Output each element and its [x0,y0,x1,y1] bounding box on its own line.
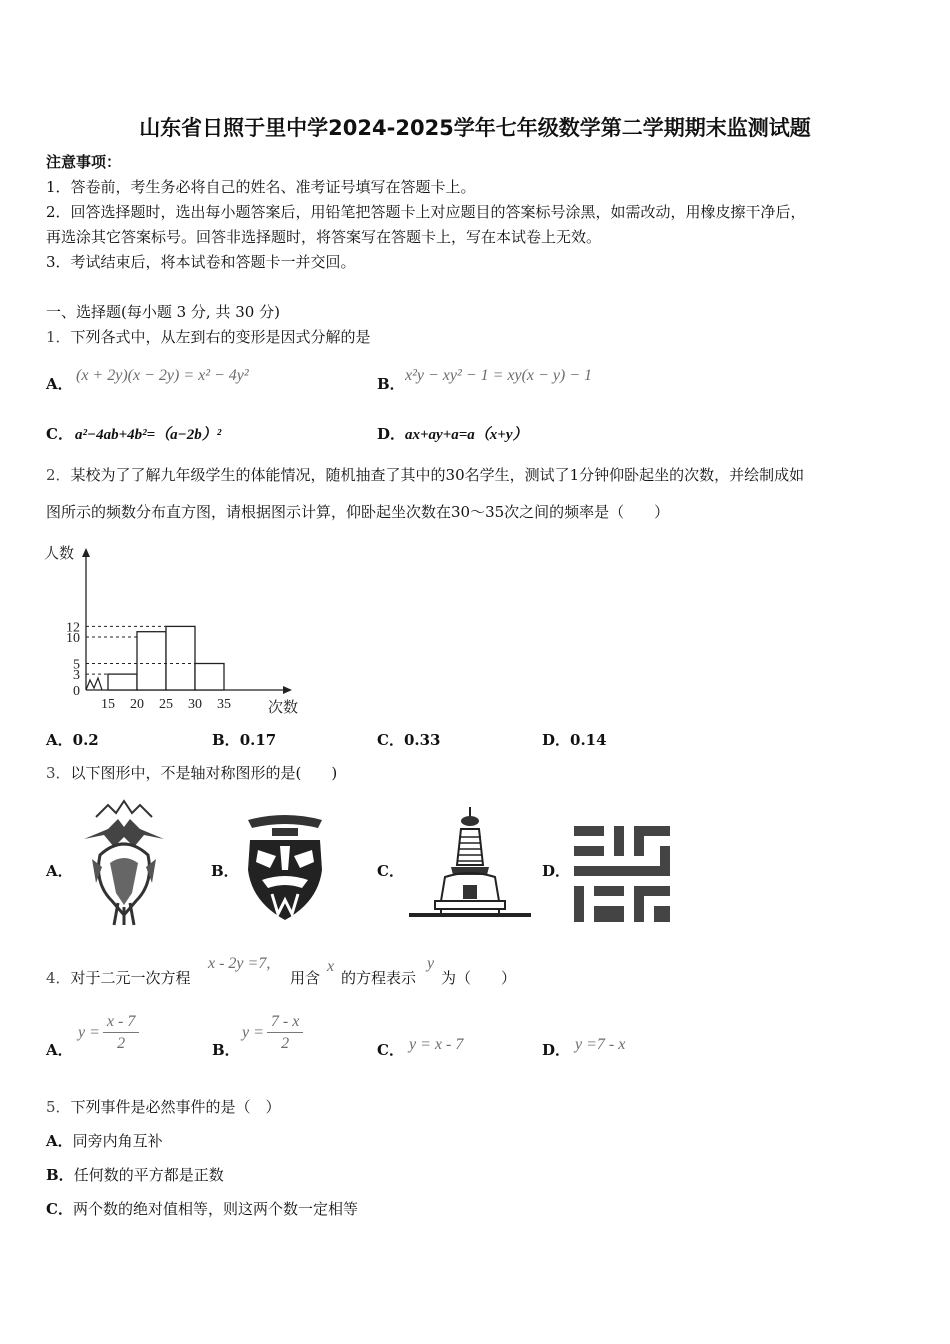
y-tick-label: 5 [73,657,80,673]
q1-option-d-expr: ax+ay+a=a（x+y） [405,427,528,443]
q5-option-b: B．任何数的平方都是正数 [46,1166,224,1184]
question-text: 下列各式中，从左到右的变形是因式分解的是 [70,328,371,346]
notice-item: 再选涂其它答案标号。回答非选择题时，将答案写在答题卡上，写在本试卷上无效。 [46,228,602,246]
q4-var-x: x [327,958,335,975]
question-text: 为（ ） [441,969,517,987]
q1-option-b-label: B． [377,375,405,393]
q1-option-d-label: D． [377,425,406,443]
notice-item: 3．考试结束后，将本试卷和答题卡一并交回。 [46,253,356,271]
question-4-stem [46,968,191,988]
q5-option-c: C．两个数的绝对值相等，则这两个数一定相等 [46,1200,358,1218]
q4-option-a-expr: y = $\frac{x - 7}{2}$ [78,1012,142,1055]
histogram-bar [166,626,195,690]
question-number: 5． [46,1098,71,1116]
q4-option-c-expr: y = x - 7 [409,1036,464,1053]
section-heading: 一、选择题(每小题 3 分, 共 30 分) [46,303,280,321]
notice-item: 2．回答选择题时，选出每小题答案后，用铅笔把答题卡上对应题目的答案标号涂黑，如需改动，用橡皮擦干净后， [46,203,806,221]
q4-var-y: y [427,955,435,972]
q3-option-c-label: C． [377,862,404,880]
q2-option-b: B．0.17 [212,731,277,749]
y-tick-label: 10 [66,631,80,646]
q2-option-d: D．0.14 [542,731,607,749]
x-tick-label: 15 [101,697,115,712]
q4-option-b-label: B． [212,1041,240,1059]
question-number: 2． [46,466,71,484]
y-axis-label: 人数 [44,546,75,562]
question-2-stem-line2: 图所示的频数分布直方图，请根据图示计算，仰卧起坐次数在30～35次之间的频率是（ ） [46,503,670,521]
question-number: 4． [46,969,71,987]
page-title: 山东省日照于里中学2024-2025学年七年级数学第二学期期末监测试题 [139,116,811,140]
q3-option-b-label: B． [211,862,239,880]
y-axis-arrow [82,548,90,557]
question-text: 以下图形中，不是轴对称图形的是( ) [70,764,338,782]
question-text: 对于二元一次方程 [70,969,191,987]
q4-option-b-expr: y = $\frac{7 - x}{2}$ [242,1012,306,1055]
q2-option-c: C．0.33 [377,731,441,749]
question-number: 1． [46,328,71,346]
histogram-bar [195,664,224,691]
question-1-stem [46,327,371,347]
q4-option-d-label: D． [542,1041,571,1059]
q4-option-d-expr: y =7 - x [575,1036,626,1053]
bird-totem-icon [78,797,170,927]
x-tick-label: 35 [217,697,231,712]
q3-option-a-label: A． [46,862,73,880]
histogram-bar [137,632,166,690]
q1-option-c-label: C． [46,425,73,443]
q4-option-c-label: C． [377,1041,404,1059]
histogram-bar [108,674,137,690]
question-5-stem [46,1097,281,1117]
question-number: 3． [46,764,71,782]
axis-break-icon [86,678,102,690]
y-tick-label: 12 [66,620,80,636]
notice-item: 1．答卷前，考生务必将自己的姓名、准考证号填写在答题卡上。 [46,178,476,196]
q2-option-a: A．0.2 [46,731,99,749]
x-tick-label: 25 [159,697,173,712]
q1-option-c-expr: a²−4ab+4b²=（a−2b）² [75,427,222,443]
x-tick-label: 30 [188,697,202,712]
q1-option-b-expr: x²y − xy² − 1 = xy(x − y) − 1 [405,367,593,384]
question-3-stem [46,763,337,783]
x-tick-label: 20 [130,697,144,712]
question-text: 下列事件是必然事件的是（ ） [70,1098,281,1116]
maze-pattern-icon [574,826,670,922]
q4-option-a-label: A． [46,1041,73,1059]
q1-option-a-expr: (x + 2y)(x − 2y) = x² − 4y² [76,367,249,384]
question-text: 用含 [290,969,321,987]
question-text: 的方程表示 [341,969,417,987]
q5-option-a: A．同旁内角互补 [46,1132,163,1150]
q1-option-a-label: A． [46,375,73,393]
x-axis-arrow [283,686,292,694]
x-axis-label: 次数 [268,700,299,716]
q4-equation: x - 2y =7, [208,955,271,972]
question-2-stem-line1 [46,465,804,485]
pagoda-icon [407,805,533,923]
histogram-chart [40,540,310,720]
question-text: 某校为了了解九年级学生的体能情况，随机抽查了其中的30名学生，测试了1分钟仰卧起坐的次数，并绘制成如 [70,466,805,484]
opera-mask-icon [242,810,328,922]
y-tick-label: 3 [73,668,80,684]
y-tick-label: 0 [73,684,80,699]
q3-option-d-label: D． [542,862,571,880]
notice-heading: 注意事项： [46,153,122,171]
